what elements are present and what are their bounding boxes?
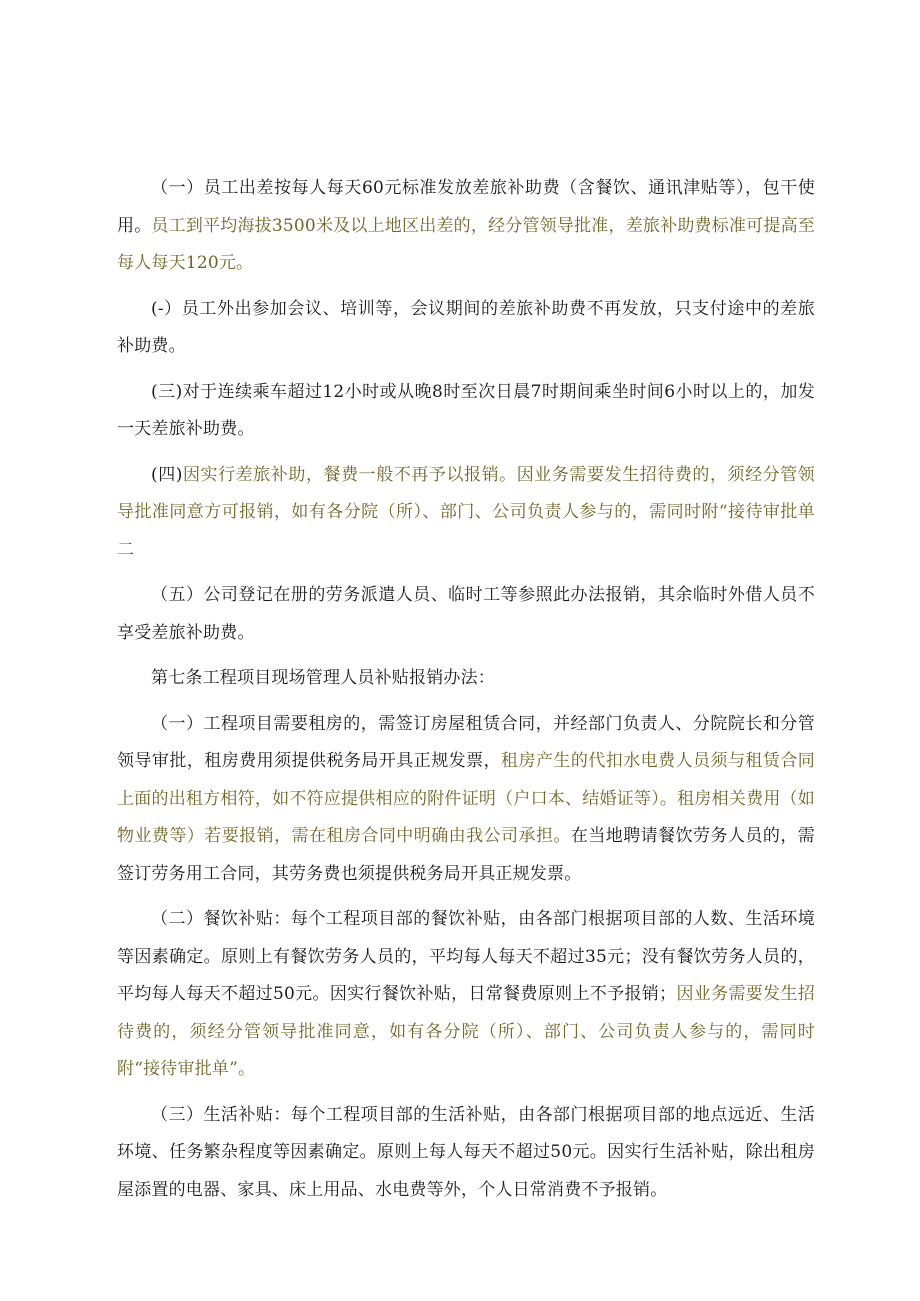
paragraph-living-subsidy bbox=[117, 1097, 815, 1210]
text-segment: 第七条工程项目现场管理人员补贴报销办法： bbox=[151, 668, 495, 688]
text-segment: （一）工程项目需要租房的，需签订房屋租赁合同，并经部门负责人、分院院长和分管领导审批，租房费用须提供税务局开具正规发票， bbox=[117, 713, 815, 771]
paragraph-dispatched-staff bbox=[117, 577, 815, 652]
highlighted-text-segment: 租房产生的代扣水电费人员须与租赁合同上面的出租方相符，如不符应提供相应的附件证明（户口本、结婚证等）。租房相关费用（如物业费等）若要报销，需在租房合同中明确由我公司承担。 bbox=[117, 751, 815, 846]
highlighted-text-segment: 员工到平均海拔3500米及以上地区出差的，经分管领导批准，差旅补助费标准可提高至每人每天120元。 bbox=[117, 215, 815, 273]
text-segment: （三）生活补贴：每个工程项目部的生活补贴，由各部门根据项目部的地点远近、生活环境、任务繁杂程度等因素确定。原则上每人每天不超过50元。因实行生活补贴，除出租房屋添置的电器、家具、床上用品、水电费等外，个人日常消费不予报销。 bbox=[117, 1104, 815, 1200]
article-seven-heading bbox=[117, 660, 815, 698]
text-segment: （五）公司登记在册的劳务派遣人员、临时工等参照此办法报销，其余临时外借人员不享受差旅补助费。 bbox=[117, 585, 815, 643]
document-page bbox=[117, 170, 815, 1209]
text-segment: (-）员工外出参加会议、培训等，会议期间的差旅补助费不再发放，只支付途中的差旅补助费。 bbox=[117, 298, 815, 356]
text-segment: （一）员工出差按每人每天60元标准发放差旅补助费（含餐饮、通讯津贴等），包干使用。 bbox=[117, 178, 815, 236]
paragraph-housing-rental bbox=[117, 706, 815, 894]
text-segment: （二）餐饮补贴：每个工程项目部的餐饮补贴，由各部门根据项目部的人数、生活环境等因素确定。原则上有餐饮劳务人员的，平均每人每天不超过35元；没有餐饮劳务人员的，平均每人每天不超过50元。因实行餐饮补贴，日常餐费原则上不予报销； bbox=[117, 909, 815, 1004]
paragraph-meal-reimbursement bbox=[117, 457, 815, 570]
paragraph-meeting-training bbox=[117, 291, 815, 366]
paragraph-long-train-ride bbox=[117, 374, 815, 449]
text-segment: (四) bbox=[151, 464, 183, 485]
paragraph-meal-subsidy bbox=[117, 901, 815, 1089]
text-segment: (三)对于连续乘车超过12小时或从晚8时至次日晨7时期间乘坐时间6小时以上的，加发一天差旅补助费。 bbox=[117, 381, 815, 439]
paragraph-travel-allowance-standard bbox=[117, 170, 815, 283]
highlighted-text-segment: 因实行差旅补助，餐费一般不再予以报销。因业务需要发生招待费的，须经分管领导批准同意方可报销，如有各分院（所）、部门、公司负责人参与的，需同时附“接待审批单二 bbox=[117, 464, 815, 560]
highlighted-text-segment: 因业务需要发生招待费的，须经分管领导批准同意，如有各分院（所）、部门、公司负责人参与的，需同时附“接待审批单”。 bbox=[117, 984, 816, 1079]
text-segment: 在当地聘请餐饮劳务人员的，需签订劳务用工合同，其劳务费也须提供税务局开具正规发票。 bbox=[117, 826, 815, 884]
